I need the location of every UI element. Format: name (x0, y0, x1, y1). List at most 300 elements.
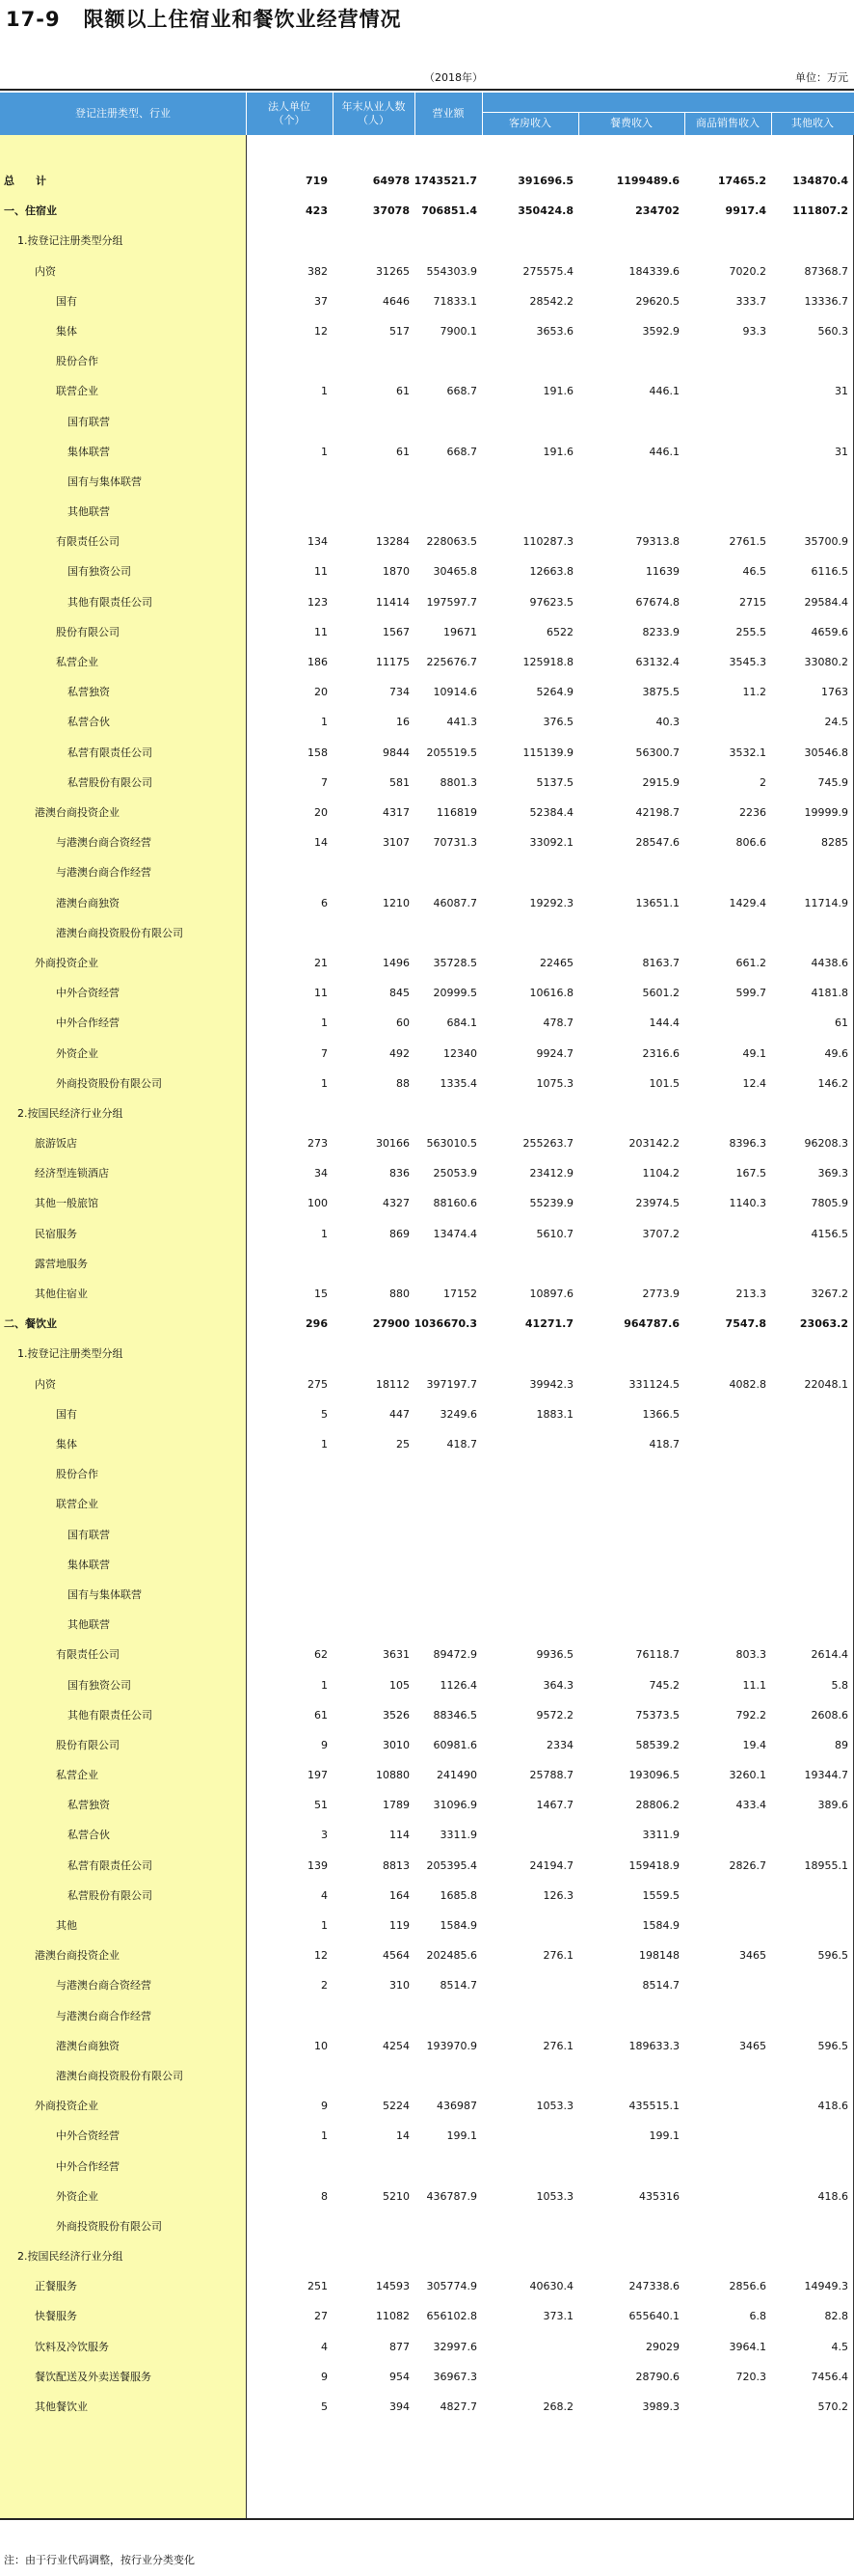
row-value: 144.4 (649, 1017, 680, 1029)
row-value: 9572.2 (536, 1709, 574, 1722)
row-value: 134870.4 (792, 175, 848, 187)
header-divider (333, 93, 334, 135)
table-row (0, 2037, 854, 2056)
row-value: 79313.8 (635, 535, 680, 548)
row-label: 快餐服务 (35, 2310, 77, 2322)
row-label: 1.按登记注册类型分组 (17, 234, 123, 247)
row-value: 10616.8 (529, 987, 574, 999)
row-value: 2236 (739, 806, 766, 819)
row-value: 189633.3 (628, 2040, 680, 2052)
row-value: 76118.7 (635, 1648, 680, 1661)
row-value: 7020.2 (729, 265, 766, 278)
row-value: 3707.2 (642, 1228, 680, 1240)
row-value: 46087.7 (433, 897, 477, 909)
row-value: 9 (321, 1739, 328, 1751)
row-value: 33080.2 (804, 656, 848, 668)
table-row (0, 1736, 854, 1755)
table-row (0, 1495, 854, 1514)
table-row (0, 1826, 854, 1845)
row-value: 446.1 (649, 385, 680, 397)
row-value: 3465 (739, 1949, 766, 1962)
row-value: 668.7 (446, 385, 477, 397)
row-value: 720.3 (735, 2371, 766, 2383)
table-row (0, 1976, 854, 1995)
row-value: 3267.2 (811, 1288, 848, 1300)
row-value: 37 (314, 295, 328, 308)
row-value: 275575.4 (522, 265, 574, 278)
row-value: 2826.7 (729, 1859, 766, 1872)
row-value: 64978 (372, 175, 410, 187)
row-value: 23412.9 (529, 1167, 574, 1180)
row-value: 158 (307, 746, 328, 759)
row-value: 39942.3 (529, 1378, 574, 1391)
row-value: 100 (307, 1197, 328, 1209)
row-value: 29584.4 (804, 596, 848, 609)
row-value: 9917.4 (725, 204, 766, 217)
row-label: 股份合作 (56, 1468, 98, 1480)
table-row (0, 803, 854, 823)
row-value: 333.7 (735, 295, 766, 308)
row-label: 其他 (56, 1919, 77, 1932)
row-value: 1 (321, 2129, 328, 2142)
row-value: 1053.3 (536, 2190, 574, 2203)
row-value: 111807.2 (792, 204, 848, 217)
row-value: 3532.1 (729, 746, 766, 759)
row-value: 446.1 (649, 446, 680, 458)
row-value: 268.2 (543, 2400, 574, 2413)
row-value: 1036670.3 (414, 1317, 477, 1330)
row-value: 1685.8 (440, 1889, 477, 1902)
row-value: 1075.3 (536, 1077, 574, 1090)
row-value: 492 (389, 1047, 410, 1060)
row-value: 4659.6 (811, 626, 848, 638)
header-divider (246, 93, 247, 135)
row-value: 5137.5 (536, 776, 574, 789)
row-label: 2.按国民经济行业分组 (17, 2250, 123, 2263)
row-value: 276.1 (543, 2040, 574, 2052)
row-value: 3526 (383, 1709, 410, 1722)
row-value: 8514.7 (642, 1979, 680, 1992)
row-value: 25053.9 (433, 1167, 477, 1180)
row-label: 股份有限公司 (56, 626, 120, 638)
table-row (0, 2307, 854, 2326)
row-value: 198148 (639, 1949, 680, 1962)
row-label: 国有联营 (67, 416, 110, 428)
row-label: 私营有限责任公司 (67, 1859, 152, 1872)
row-value: 2614.4 (811, 1648, 848, 1661)
row-label: 民宿服务 (35, 1228, 77, 1240)
row-value: 1567 (383, 626, 410, 638)
table-row (0, 2247, 854, 2266)
row-value: 1366.5 (642, 1408, 680, 1421)
row-value: 27900 (372, 1317, 410, 1330)
row-value: 61 (396, 385, 410, 397)
row-value: 3631 (383, 1648, 410, 1661)
row-value: 63132.4 (635, 656, 680, 668)
row-label: 国有与集体联营 (67, 1588, 142, 1601)
row-value: 67674.8 (635, 596, 680, 609)
row-value: 56300.7 (635, 746, 680, 759)
row-value: 435515.1 (628, 2100, 680, 2112)
row-value: 734 (389, 686, 410, 698)
row-value: 391696.5 (518, 175, 574, 187)
row-value: 22048.1 (804, 1378, 848, 1391)
row-value: 58539.2 (635, 1739, 680, 1751)
row-value: 20 (314, 686, 328, 698)
row-value: 97623.5 (529, 596, 574, 609)
row-label: 旅游饭店 (35, 1137, 77, 1150)
header-revenue: 营业额 (432, 107, 465, 120)
row-value: 29029 (646, 2341, 680, 2353)
table-row (0, 924, 854, 943)
header-other: 其他收入 (791, 117, 834, 129)
table-row (0, 683, 854, 702)
row-value: 13284 (376, 535, 410, 548)
row-label: 有限责任公司 (56, 1648, 120, 1661)
row-value: 3989.3 (642, 2400, 680, 2413)
row-value: 596.5 (817, 2040, 848, 2052)
row-label: 股份合作 (56, 355, 98, 367)
row-value: 478.7 (543, 1017, 574, 1029)
row-value: 7547.8 (725, 1317, 766, 1330)
row-value: 560.3 (817, 325, 848, 338)
row-value: 296 (306, 1317, 328, 1330)
row-label: 其他有限责任公司 (67, 596, 152, 609)
row-label: 其他住宿业 (35, 1288, 88, 1300)
data-table (0, 89, 854, 2520)
row-value: 3592.9 (642, 325, 680, 338)
row-value: 125918.8 (522, 656, 574, 668)
year-label: （2018年） (424, 71, 483, 84)
row-value: 10897.6 (529, 1288, 574, 1300)
row-value: 11714.9 (804, 897, 848, 909)
row-value: 33092.1 (529, 836, 574, 849)
table-row (0, 562, 854, 582)
row-value: 668.7 (446, 446, 477, 458)
row-value: 1199489.6 (616, 175, 680, 187)
row-value: 5210 (383, 2190, 410, 2203)
header-divider (578, 112, 579, 135)
row-value: 30166 (376, 1137, 410, 1150)
row-value: 4.5 (831, 2341, 848, 2353)
table-row (0, 2368, 854, 2387)
table-row (0, 1164, 854, 1183)
row-value: 114 (389, 1829, 410, 1841)
row-value: 806.6 (735, 836, 766, 849)
row-value: 16 (396, 716, 410, 728)
table-row (0, 1857, 854, 1876)
row-value: 570.2 (817, 2400, 848, 2413)
row-value: 14593 (376, 2280, 410, 2292)
row-value: 30465.8 (433, 565, 477, 578)
row-label: 2.按国民经济行业分组 (17, 1107, 123, 1120)
row-label: 其他联营 (67, 505, 110, 518)
row-label: 有限责任公司 (56, 535, 120, 548)
row-value: 12 (314, 1949, 328, 1962)
row-label: 港澳台商投资企业 (35, 806, 120, 819)
row-value: 123 (307, 596, 328, 609)
row-value: 197597.7 (426, 596, 477, 609)
row-value: 31096.9 (433, 1799, 477, 1811)
row-value: 4254 (383, 2040, 410, 2052)
row-label: 与港澳台商合作经营 (56, 866, 151, 879)
table-top-rule (0, 89, 854, 91)
row-label: 1.按登记注册类型分组 (17, 1347, 123, 1360)
row-value: 88 (396, 1077, 410, 1090)
row-value: 17465.2 (717, 175, 766, 187)
row-value: 9936.5 (536, 1648, 574, 1661)
row-label: 外商投资股份有限公司 (56, 1077, 162, 1090)
row-label: 港澳台商投资股份有限公司 (56, 927, 183, 939)
row-value: 30546.8 (804, 746, 848, 759)
row-value: 61 (314, 1709, 328, 1722)
row-value: 11 (314, 987, 328, 999)
row-value: 11639 (646, 565, 680, 578)
row-label: 私营合伙 (67, 1829, 110, 1841)
row-label: 外商投资企业 (35, 2100, 98, 2112)
row-value: 418.6 (817, 2190, 848, 2203)
row-value: 51 (314, 1799, 328, 1811)
row-label: 国有联营 (67, 1529, 110, 1541)
table-row (0, 473, 854, 492)
header-divider (771, 112, 772, 135)
row-value: 1763 (821, 686, 848, 698)
row-value: 7456.4 (811, 2371, 848, 2383)
header-room: 客房收入 (509, 117, 551, 129)
table-row (0, 443, 854, 462)
row-value: 1883.1 (536, 1408, 574, 1421)
row-value: 20999.5 (433, 987, 477, 999)
row-label: 联营企业 (56, 1498, 98, 1510)
row-value: 1559.5 (642, 1889, 680, 1902)
table-row (0, 532, 854, 552)
row-value: 32997.6 (433, 2341, 477, 2353)
row-value: 1140.3 (729, 1197, 766, 1209)
row-label: 私营企业 (56, 1769, 98, 1781)
row-value: 49.6 (824, 1047, 848, 1060)
row-value: 2856.6 (729, 2280, 766, 2292)
table-row (0, 1465, 854, 1484)
row-value: 2773.9 (642, 1288, 680, 1300)
row-value: 12663.8 (529, 565, 574, 578)
row-value: 167.5 (735, 1167, 766, 1180)
row-value: 241490 (437, 1769, 477, 1781)
row-value: 4 (321, 1889, 328, 1902)
table-row (0, 1946, 854, 1966)
row-value: 3107 (383, 836, 410, 849)
row-value: 581 (389, 776, 410, 789)
row-value: 115139.9 (522, 746, 574, 759)
row-label: 私营股份有限公司 (67, 1889, 152, 1902)
header-employees-2: （人） (358, 114, 389, 126)
row-value: 869 (389, 1228, 410, 1240)
table-row (0, 231, 854, 251)
table-row (0, 1074, 854, 1094)
row-value: 745.9 (817, 776, 848, 789)
row-value: 28790.6 (635, 2371, 680, 2383)
row-label: 外商投资企业 (35, 957, 98, 969)
row-value: 1104.2 (642, 1167, 680, 1180)
row-value: 877 (389, 2341, 410, 2353)
row-label: 外商投资股份有限公司 (56, 2220, 162, 2233)
row-value: 1 (321, 716, 328, 728)
row-value: 599.7 (735, 987, 766, 999)
row-value: 2334 (547, 1739, 574, 1751)
row-value: 6116.5 (811, 565, 848, 578)
row-value: 3964.1 (729, 2341, 766, 2353)
row-value: 3465 (739, 2040, 766, 2052)
row-value: 28547.6 (635, 836, 680, 849)
row-value: 31 (835, 446, 848, 458)
row-label: 港澳台商独资 (56, 2040, 120, 2052)
row-value: 19344.7 (804, 1769, 848, 1781)
row-value: 191.6 (543, 385, 574, 397)
row-value: 436787.9 (426, 2190, 477, 2203)
row-value: 52384.4 (529, 806, 574, 819)
row-value: 2915.9 (642, 776, 680, 789)
row-value: 110287.3 (522, 535, 574, 548)
row-value: 6 (321, 897, 328, 909)
row-value: 1 (321, 1438, 328, 1451)
row-value: 213.3 (735, 1288, 766, 1300)
row-value: 119 (389, 1919, 410, 1932)
row-label: 与港澳台商合作经营 (56, 2010, 151, 2022)
row-value: 11414 (376, 596, 410, 609)
row-value: 29620.5 (635, 295, 680, 308)
row-value: 193970.9 (426, 2040, 477, 2052)
row-value: 1 (321, 1077, 328, 1090)
row-value: 234702 (635, 204, 680, 217)
row-value: 14 (396, 2129, 410, 2142)
row-value: 1584.9 (642, 1919, 680, 1932)
row-value: 5 (321, 1408, 328, 1421)
row-label: 国有与集体联营 (67, 475, 142, 488)
row-value: 49.1 (742, 1047, 766, 1060)
table-row (0, 2007, 854, 2026)
row-label: 与港澳台商合资经营 (56, 1979, 151, 1992)
row-value: 75373.5 (635, 1709, 680, 1722)
row-value: 5264.9 (536, 686, 574, 698)
row-value: 1429.4 (729, 897, 766, 909)
row-value: 11082 (376, 2310, 410, 2322)
table-row (0, 2398, 854, 2417)
header-category: 登记注册类型、行业 (75, 107, 171, 120)
table-row (0, 653, 854, 672)
row-value: 8813 (383, 1859, 410, 1872)
row-value: 435316 (639, 2190, 680, 2203)
row-value: 554303.9 (426, 265, 477, 278)
row-value: 24194.7 (529, 1859, 574, 1872)
row-value: 745.2 (649, 1679, 680, 1692)
row-value: 1870 (383, 565, 410, 578)
row-value: 803.3 (735, 1648, 766, 1661)
header-units-1: 法人单位 (268, 100, 310, 113)
row-value: 70731.3 (433, 836, 477, 849)
row-value: 205519.5 (426, 746, 477, 759)
table-row (0, 1645, 854, 1665)
header-employees-1: 年末从业人数 (341, 100, 406, 113)
row-label: 集体联营 (67, 446, 110, 458)
row-value: 4156.5 (811, 1228, 848, 1240)
table-row (0, 1255, 854, 1274)
row-value: 25 (396, 1438, 410, 1451)
row-value: 836 (389, 1167, 410, 1180)
row-value: 89472.9 (433, 1648, 477, 1661)
row-label: 私营独资 (67, 1799, 110, 1811)
row-value: 116819 (437, 806, 477, 819)
row-value: 11175 (376, 656, 410, 668)
row-value: 4181.8 (811, 987, 848, 999)
row-label: 港澳台商独资 (56, 897, 120, 909)
row-value: 310 (389, 1979, 410, 1992)
row-value: 13336.7 (804, 295, 848, 308)
row-label: 中外合作经营 (56, 1017, 120, 1029)
row-value: 18955.1 (804, 1859, 848, 1872)
table-row (0, 262, 854, 282)
row-label: 其他有限责任公司 (67, 1709, 152, 1722)
row-value: 251 (307, 2280, 328, 2292)
row-value: 441.3 (446, 716, 477, 728)
row-value: 87368.7 (804, 265, 848, 278)
table-row (0, 352, 854, 371)
table-row (0, 773, 854, 793)
row-value: 4564 (383, 1949, 410, 1962)
row-value: 3545.3 (729, 656, 766, 668)
table-row (0, 2157, 854, 2177)
row-value: 36967.3 (433, 2371, 477, 2383)
table-row (0, 1796, 854, 1815)
table-row (0, 2217, 854, 2237)
row-value: 389.6 (817, 1799, 848, 1811)
table-row (0, 1194, 854, 1213)
row-value: 3260.1 (729, 1769, 766, 1781)
row-value: 2608.6 (811, 1709, 848, 1722)
row-value: 14949.3 (804, 2280, 848, 2292)
table-row (0, 1134, 854, 1153)
row-label: 私营企业 (56, 656, 98, 668)
row-label: 内资 (35, 1378, 56, 1391)
table-row (0, 1315, 854, 1334)
row-label: 外资企业 (56, 1047, 98, 1060)
row-value: 11 (314, 565, 328, 578)
table-bottom-rule (0, 2518, 854, 2520)
table-row (0, 863, 854, 882)
row-value: 1496 (383, 957, 410, 969)
row-label: 其他一般旅馆 (35, 1197, 98, 1209)
row-value: 954 (389, 2371, 410, 2383)
table-number: 17-9 (6, 8, 61, 31)
table-row (0, 2187, 854, 2207)
row-value: 19671 (443, 626, 477, 638)
row-value: 191.6 (543, 446, 574, 458)
row-value: 1 (321, 446, 328, 458)
row-value: 9 (321, 2371, 328, 2383)
row-label: 国有独资公司 (67, 1679, 131, 1692)
row-label: 中外合作经营 (56, 2160, 120, 2173)
row-value: 792.2 (735, 1709, 766, 1722)
row-value: 2316.6 (642, 1047, 680, 1060)
row-label: 集体联营 (67, 1559, 110, 1571)
row-value: 1 (321, 1228, 328, 1240)
row-value: 12 (314, 325, 328, 338)
row-value: 8 (321, 2190, 328, 2203)
row-value: 88346.5 (433, 1709, 477, 1722)
row-value: 1126.4 (440, 1679, 477, 1692)
row-value: 275 (307, 1378, 328, 1391)
table-row (0, 1285, 854, 1304)
row-value: 5.8 (831, 1679, 848, 1692)
row-value: 21 (314, 957, 328, 969)
